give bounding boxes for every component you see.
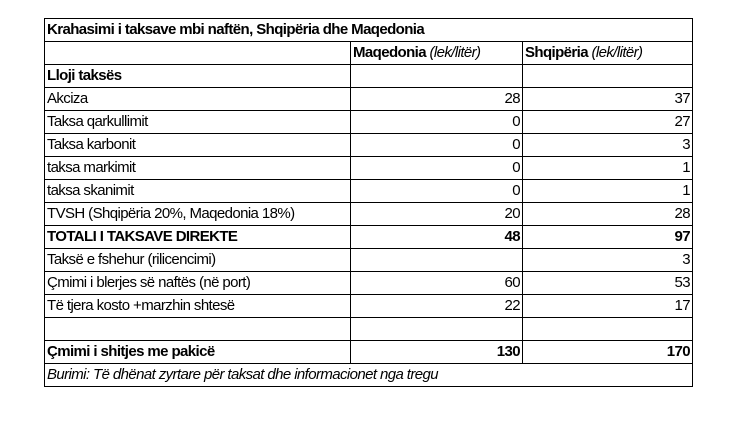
retail-price-row <box>45 341 693 364</box>
section-empty-mk <box>351 65 523 88</box>
row-value-macedonia: 130 <box>351 341 523 364</box>
row-value-albania: 97 <box>523 226 693 249</box>
header-empty-cell <box>45 42 351 65</box>
row-label: taksa skanimit <box>45 180 351 203</box>
table-title-row <box>45 19 693 42</box>
table-row <box>45 295 693 318</box>
section-empty-al <box>523 65 693 88</box>
table-row <box>45 272 693 295</box>
header-albania <box>523 42 693 65</box>
row-label: Çmimi i blerjes së naftës (në port) <box>45 272 351 295</box>
row-value-albania: 3 <box>523 249 693 272</box>
row-label: Akciza <box>45 88 351 111</box>
header-albania-unit: (lek/litër) <box>591 44 643 61</box>
spacer-cell <box>523 318 693 341</box>
row-value-macedonia: 0 <box>351 180 523 203</box>
row-value-macedonia: 20 <box>351 203 523 226</box>
row-value-albania: 27 <box>523 111 693 134</box>
header-macedonia-unit: (lek/litër) <box>429 44 481 61</box>
row-label: TOTALI I TAKSAVE DIREKTE <box>45 226 351 249</box>
row-value-macedonia: 22 <box>351 295 523 318</box>
row-label: TVSH (Shqipëria 20%, Maqedonia 18%) <box>45 203 351 226</box>
table-row <box>45 134 693 157</box>
row-label: taksa markimit <box>45 157 351 180</box>
row-value-albania: 1 <box>523 157 693 180</box>
table-row <box>45 88 693 111</box>
header-albania-name: Shqipëria <box>525 44 588 61</box>
row-value-macedonia: 0 <box>351 157 523 180</box>
header-macedonia-name: Maqedonia <box>353 44 426 61</box>
row-value-macedonia: 0 <box>351 111 523 134</box>
row-label: Taksa qarkullimit <box>45 111 351 134</box>
row-value-albania: 3 <box>523 134 693 157</box>
spacer-row <box>45 318 693 341</box>
source-row <box>45 364 693 387</box>
tax-comparison-table-container <box>44 18 692 387</box>
table-row <box>45 203 693 226</box>
table-row <box>45 157 693 180</box>
row-value-macedonia: 60 <box>351 272 523 295</box>
table-row <box>45 111 693 134</box>
table-header-row <box>45 42 693 65</box>
header-macedonia <box>351 42 523 65</box>
row-value-albania: 28 <box>523 203 693 226</box>
spacer-cell <box>351 318 523 341</box>
total-direct-taxes-row <box>45 226 693 249</box>
row-value-macedonia: 0 <box>351 134 523 157</box>
row-label: Taksa karbonit <box>45 134 351 157</box>
section-label-row <box>45 65 693 88</box>
row-label: Të tjera kosto +marzhin shtesë <box>45 295 351 318</box>
row-value-albania: 53 <box>523 272 693 295</box>
source-note: Burimi: Të dhënat zyrtare për taksat dhe informacionet nga tregu <box>45 364 693 387</box>
row-value-albania: 1 <box>523 180 693 203</box>
spacer-cell <box>45 318 351 341</box>
table-row <box>45 180 693 203</box>
table-row <box>45 249 693 272</box>
row-value-macedonia: 48 <box>351 226 523 249</box>
table-title: Krahasimi i taksave mbi naftën, Shqipëria dhe Maqedonia <box>45 19 693 42</box>
row-value-albania: 17 <box>523 295 693 318</box>
section-label: Lloji taksës <box>45 65 351 88</box>
row-value-macedonia: 28 <box>351 88 523 111</box>
row-label: Çmimi i shitjes me pakicë <box>45 341 351 364</box>
tax-comparison-table <box>44 18 693 387</box>
row-value-albania: 170 <box>523 341 693 364</box>
row-value-macedonia <box>351 249 523 272</box>
row-label: Taksë e fshehur (rilicencimi) <box>45 249 351 272</box>
row-value-albania: 37 <box>523 88 693 111</box>
